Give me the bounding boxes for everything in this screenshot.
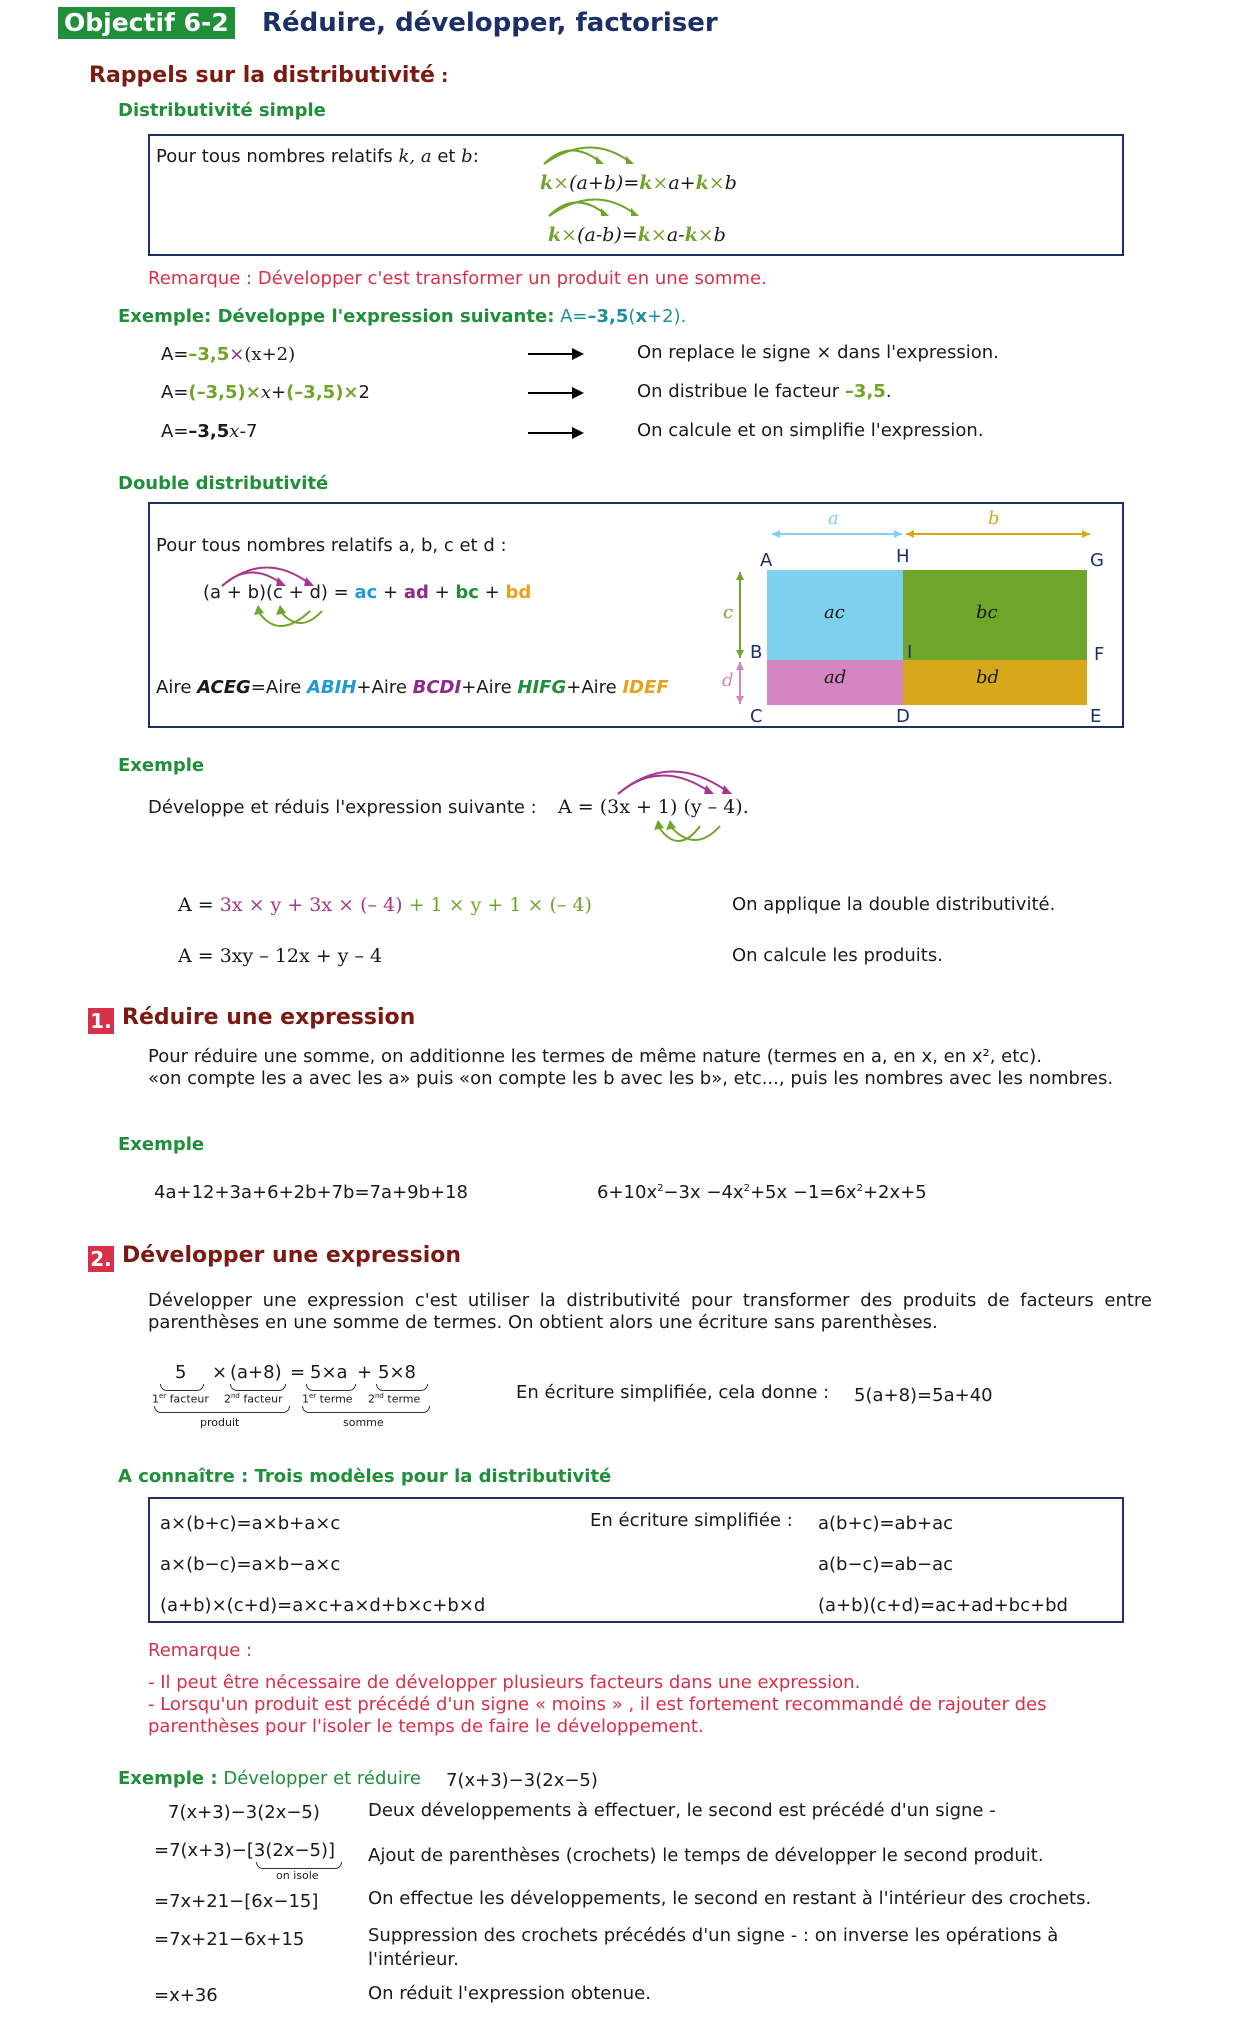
dim-c: c	[723, 602, 734, 623]
point-i: I	[907, 642, 913, 663]
exemple2-expr: A = (3x + 1) (y – 4).	[558, 796, 749, 818]
exemple1-step-2: A=(–3,5)×x+(–3,5)×2	[161, 382, 370, 403]
point-h: H	[896, 546, 910, 567]
label-2nd-terme: 2nd terme	[368, 1392, 421, 1406]
section2-number: 2.	[88, 1246, 114, 1272]
factor-5: 5	[175, 1362, 187, 1383]
area-diagram	[720, 510, 1120, 726]
exemple1-text-2: On distribue le facteur –3,5.	[637, 381, 892, 402]
exemple2-intro: Développe et réduis l'expression suivante :	[148, 797, 537, 818]
arrow-icon	[528, 392, 582, 394]
exemple3-step-1: 7(x+3)−3(2x−5)	[168, 1802, 320, 1823]
rappels-title: Rappels sur la distributivité :	[89, 63, 449, 88]
simplified-label: En écriture simplifiée, cela donne :	[516, 1382, 830, 1403]
times-sign: ×	[212, 1362, 228, 1383]
remarque-title: Remarque :	[148, 1640, 253, 1661]
models-label: En écriture simplifiée :	[590, 1510, 793, 1531]
exemple3-note: on isole	[276, 1869, 319, 1882]
exemple3-step-4: =7x+21−6x+15	[154, 1929, 305, 1950]
simple-arrows-1	[540, 142, 640, 168]
term-1: 5×a	[310, 1362, 348, 1383]
section1-exemple: Exemple	[118, 1134, 205, 1155]
exemple3-step-5: =x+36	[154, 1985, 218, 2006]
cell-bd-label: bd	[976, 667, 1000, 688]
page-title: Réduire, développer, factoriser	[262, 8, 718, 38]
point-d: D	[896, 706, 910, 727]
exemple2-line-2: A = 3xy – 12x + y – 4	[178, 945, 383, 967]
exemple2-arrows-bottom	[650, 820, 730, 856]
model-short-1: a(b+c)=ab+ac	[818, 1513, 954, 1534]
dim-a: a	[828, 508, 839, 529]
label-1er-facteur: 1er facteur	[152, 1392, 209, 1406]
simplified-expr: 5(a+8)=5a+40	[854, 1385, 993, 1406]
cell-bc-label: bc	[976, 602, 998, 623]
aconnaitre-label: A connaître : Trois modèles pour la distributivité	[118, 1466, 612, 1487]
arrow-icon	[528, 353, 582, 355]
factor-paren: (a+8)	[230, 1362, 282, 1383]
remarque-1: - Il peut être nécessaire de développer plusieurs facteurs dans une expression.	[148, 1672, 861, 1693]
exemple1-step-1: A=–3,5×(x+2)	[161, 344, 296, 365]
exemple2-text-1: On applique la double distributivité.	[732, 894, 1056, 915]
model-short-3: (a+b)(c+d)=ac+ad+bc+bd	[818, 1595, 1068, 1616]
model-full-3: (a+b)×(c+d)=a×c+a×d+b×c+b×d	[160, 1595, 486, 1616]
model-short-2: a(b−c)=ab−ac	[818, 1554, 954, 1575]
point-g: G	[1090, 550, 1104, 571]
double-intro: Pour tous nombres relatifs a, b, c et d :	[156, 535, 507, 556]
exemple1-text-1: On replace le signe × dans l'expression.	[637, 342, 999, 363]
equal-sign: =	[290, 1362, 306, 1383]
exemple3-step-3: =7x+21−[6x−15]	[154, 1891, 319, 1912]
section1-title: Réduire une expression	[122, 1005, 416, 1030]
exemple3-label: Exemple : Développer et réduire	[118, 1768, 421, 1789]
section1-number: 1.	[88, 1008, 114, 1034]
section1-p1: Pour réduire une somme, on additionne les termes de même nature (termes en a, en x, en x², etc).	[148, 1046, 1042, 1067]
simple-remark: Remarque : Développer c'est transformer un produit en une somme.	[148, 268, 767, 289]
remarque-2: - Lorsqu'un produit est précédé d'un signe « moins » , il est fortement recommandé de rajouter des parenthèses pour l'isoler le temps de faire le développement.	[148, 1694, 1047, 1737]
exemple2-line-1: A = 3x × y + 3x × (– 4) + 1 × y + 1 × (– 4)	[178, 894, 592, 916]
exemple1-text-3: On calcule et on simplifie l'expression.	[637, 420, 984, 441]
exemple3-text-3: On effectue les développements, le second en restant à l'intérieur des crochets.	[368, 1888, 1092, 1909]
point-e: E	[1090, 706, 1102, 727]
model-full-1: a×(b+c)=a×b+a×c	[160, 1513, 341, 1534]
label-produit: produit	[200, 1416, 240, 1429]
double-title: Double distributivité	[118, 473, 329, 494]
double-arrows-bottom	[250, 605, 330, 641]
term-2: 5×8	[378, 1362, 416, 1383]
section1-ex2: $6+10x^2-3x -4x^2+5x -1=6x^2+2x+5$	[597, 1182, 927, 1203]
exemple1-label: Exemple: Développe l'expression suivante: A=–3,5(x+2).	[118, 306, 687, 327]
section2-title: Développer une expression	[122, 1243, 462, 1268]
exemple3-text-5: On réduit l'expression obtenue.	[368, 1983, 651, 2004]
cell-ac-label: ac	[824, 602, 845, 623]
exemple3-text-4: Suppression des crochets précédés d'un signe - : on inverse les opérations à l'intérieur.	[368, 1925, 1059, 1970]
arrow-icon	[528, 432, 582, 434]
section1-ex1: 4a+12+3a+6+2b+7b=7a+9b+18	[154, 1182, 468, 1203]
simple-formula-2: k×(a-b)=k×a-k×b	[548, 224, 726, 246]
exemple3-step-2: =7(x+3)−[3(2x−5)]	[154, 1840, 336, 1861]
point-f: F	[1094, 644, 1105, 665]
section2-p1: Développer une expression c'est utiliser la distributivité pour transformer des produits de facteurs entre parenthèses en une somme de termes. On obtient alors une écriture sans parenthèses.	[148, 1290, 1152, 1333]
model-full-2: a×(b−c)=a×b−a×c	[160, 1554, 341, 1575]
exemple3-text-1: Deux développements à effectuer, le second est précédé d'un signe -	[368, 1800, 996, 1821]
label-somme: somme	[343, 1416, 384, 1429]
simple-formula-1: k×(a+b)=k×a+k×b	[540, 172, 737, 194]
dim-d: d	[722, 670, 734, 691]
objective-badge: Objectif 6-2	[58, 7, 235, 39]
label-2nd-facteur: 2nd facteur	[224, 1392, 283, 1406]
exemple2-arrows-top	[610, 764, 740, 798]
point-c: C	[750, 706, 763, 727]
simple-title: Distributivité simple	[118, 100, 326, 121]
exemple1-step-3: A=–3,5x-7	[161, 421, 258, 442]
simple-arrows-2	[545, 194, 645, 220]
exemple2-text-2: On calcule les produits.	[732, 945, 943, 966]
section1-p2: «on compte les a avec les a» puis «on compte les b avec les b», etc..., puis les nombres avec les nombres.	[148, 1068, 1114, 1089]
double-aire: Aire ACEG=Aire ABIH+Aire BCDI+Aire HIFG+Aire IDEF	[156, 677, 669, 698]
exemple3-text-2: Ajout de parenthèses (crochets) le temps de développer le second produit.	[368, 1845, 1044, 1866]
plus-sign: +	[357, 1362, 373, 1383]
exemple2-label: Exemple	[118, 755, 205, 776]
point-a: A	[760, 550, 773, 571]
cell-ad-label: ad	[824, 667, 847, 688]
dim-b: b	[988, 508, 1000, 529]
label-1er-terme: 1er terme	[302, 1392, 353, 1406]
double-formula: (a + b)(c + d) = ac + ad + bc + bd	[203, 582, 532, 603]
dev-illustration	[150, 1362, 450, 1432]
point-b: B	[750, 642, 763, 663]
simple-intro: Pour tous nombres relatifs k, a et b:	[156, 146, 479, 167]
exemple3-expr: 7(x+3)−3(2x−5)	[446, 1770, 598, 1791]
